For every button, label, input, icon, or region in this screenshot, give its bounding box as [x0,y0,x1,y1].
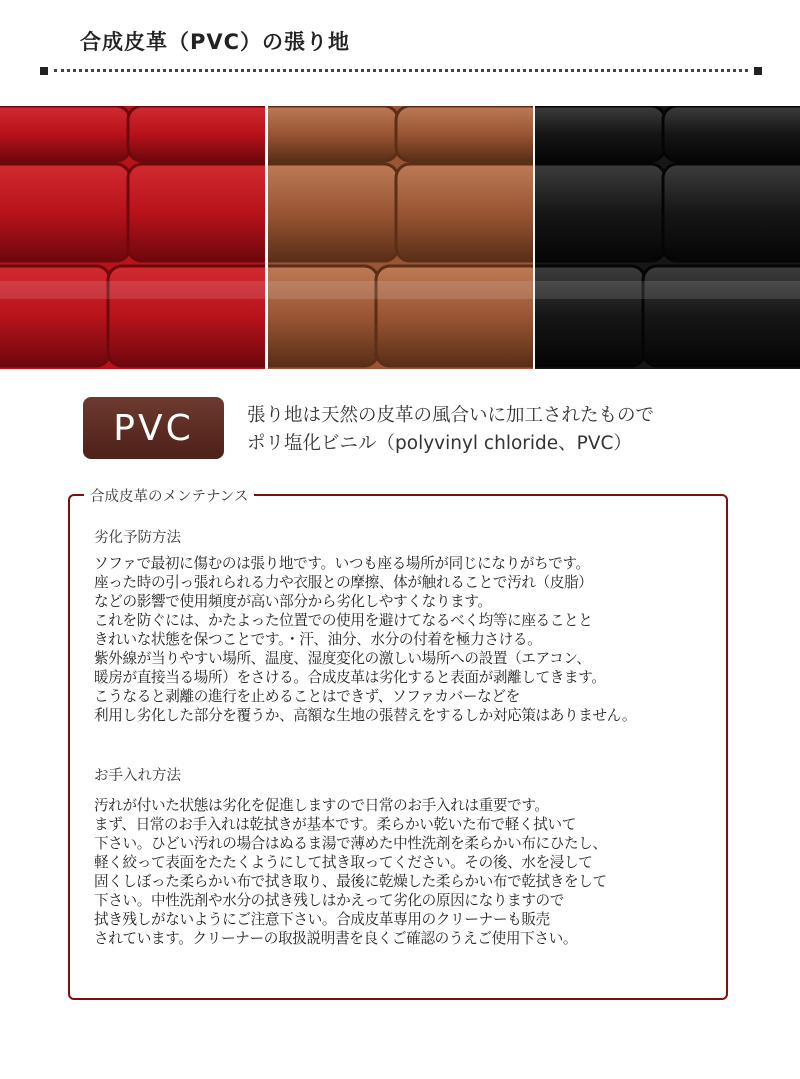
care-line: されています。クリーナーの取扱説明書を良くご確認のうえご使用下さい。 [94,930,578,947]
leather-swatch-row [0,106,800,369]
deterioration-line: これを防ぐには、かたよった位置での使用を避けてなるべく均等に座ることと [94,612,593,629]
care-line: 拭き残しがないようにご注意下さい。合成皮革専用のクリーナーも販売 [94,911,550,928]
pvc-badge: PVC [83,397,224,459]
care-body [94,796,734,948]
cushion-panel [396,164,533,261]
deterioration-line: きれいな状態を保つことです。・汗、油分、水分の付着を極力さける。 [94,631,542,648]
deterioration-line: 座った時の引っ張れられる力や衣服との摩擦、体が触れることで汚れ（皮脂） [94,574,593,591]
deterioration-line: などの影響で使用頻度が高い部分から劣化しやすくなります。 [94,593,492,610]
divider-dots [54,69,748,72]
cushion-panel [128,106,265,161]
care-line: まず、日常のお手入れは乾拭きが基本です。柔らかい乾いた布で軽く拭いて [94,816,576,833]
care-line: 固くしぼった柔らかい布で拭き取り、最後に乾燥した柔らかい布で乾拭きをして [94,873,607,890]
title-divider [40,66,762,76]
cushion-panel [396,106,533,161]
deterioration-line: ソファで最初に傷むのは張り地です。いつも座る場所が同じになりがちです。 [94,555,590,572]
care-line: 下さい。中性洗剤や水分の拭き残しはかえって劣化の原因になりますので [94,892,565,909]
cushion-panel [535,106,665,161]
deterioration-line: こうなると剥離の進行を止めることはできず、ソファカバーなどを [94,688,520,705]
divider-square-right [754,67,762,75]
deterioration-heading: 劣化予防方法 [94,530,181,546]
cushion-panel [268,164,398,261]
swatch-red [0,106,265,369]
pvc-description [247,402,654,458]
care-heading: お手入れ方法 [94,768,181,784]
leather-texture [535,106,800,369]
pvc-desc-line-1: 張り地は天然の皮革の風合いに加工されたもので [247,405,655,426]
maintenance-title: 合成皮革のメンテナンス [84,485,254,506]
divider-square-left [40,67,48,75]
deterioration-body [94,554,734,725]
maintenance-box [68,489,728,1000]
deterioration-line: 紫外線が当りやすい場所、温度、湿度変化の激しい場所への設置（エアコン、 [94,650,591,667]
leather-texture [268,106,533,369]
cushion-panel [0,106,130,161]
care-line: 下さい。ひどい汚れの場合はぬるま湯で薄めた中性洗剤を柔らかい布にひたし、 [94,835,607,852]
cushion-panel [663,106,800,161]
cushion-panel [535,164,665,261]
cushion-panel [268,106,398,161]
cushion-panel [128,164,265,261]
deterioration-line: 暖房が直接当る場所）をさける。合成皮革は劣化すると表面が剥離してきます。 [94,669,606,686]
swatch-brown [268,106,533,369]
cushion-panel [0,164,130,261]
page-title: 合成皮革（PVC）の張り地 [80,30,351,54]
cushion-panel [663,164,800,261]
leather-texture [0,106,265,369]
deterioration-line: 利用し劣化した部分を覆うか、高額な生地の張替えをするしか対応策はありません。 [94,707,637,724]
care-line: 汚れが付いた状態は劣化を促進しますので日常のお手入れは重要です。 [94,797,549,814]
care-line: 軽く絞って表面をたたくようにして拭き取ってください。その後、水を浸して [94,854,593,871]
swatch-black [535,106,800,369]
pvc-desc-line-2: ポリ塩化ビニル（polyvinyl chloride、PVC） [247,433,632,454]
